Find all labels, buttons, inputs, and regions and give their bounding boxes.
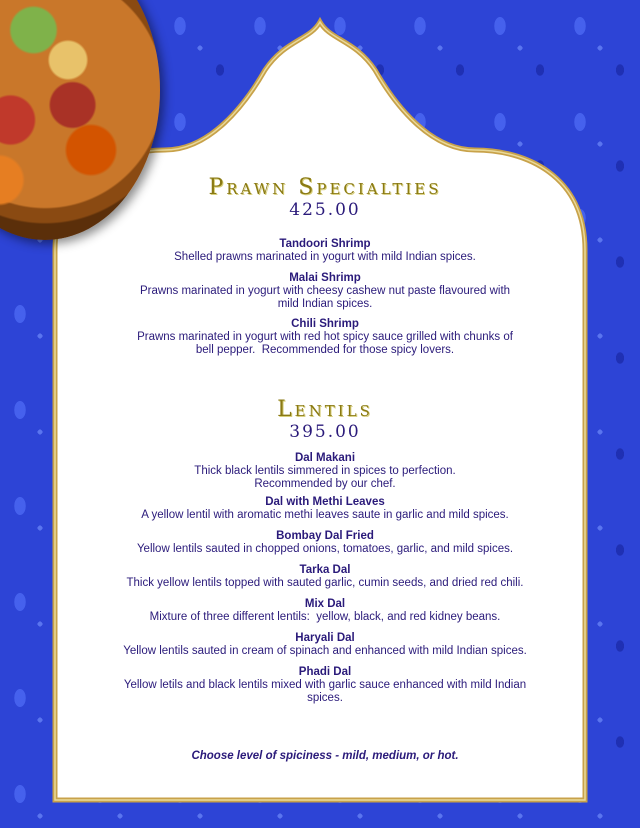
menu-item (90, 598, 560, 624)
menu-item (90, 318, 560, 356)
item-description: Prawns marinated in yogurt with cheesy cashew nut paste flavoured with mild Indian spices. (139, 285, 511, 310)
menu-item (90, 632, 560, 658)
spiciness-note: Choose level of spiciness - mild, medium, or hot. (191, 750, 459, 762)
section-price: 395.00 (289, 422, 361, 442)
menu-item (90, 272, 560, 310)
menu-item (90, 496, 560, 522)
menu-item (90, 666, 560, 704)
item-name: Tandoori Shrimp (279, 238, 371, 250)
menu-item (90, 564, 560, 590)
menu-item (90, 530, 560, 556)
section-title: Lentils (277, 397, 373, 422)
item-description: Mixture of three different lentils: yellow, black, and red kidney beans. (149, 611, 501, 623)
menu-item (90, 238, 560, 264)
item-name: Dal with Methi Leaves (265, 496, 385, 508)
section-prawn-specialties (90, 176, 560, 220)
item-name: Dal Makani (294, 452, 356, 464)
section-price: 425.00 (289, 200, 361, 220)
item-description: Shelled prawns marinated in yogurt with mild Indian spices. (174, 251, 476, 263)
item-description: Yellow letils and black lentils mixed with garlic sauce enhanced with mild Indian spices. (123, 679, 527, 704)
menu-item (90, 452, 560, 490)
item-description: Thick black lentils simmered in spices to perfection. Recommended by our chef. (194, 465, 456, 490)
item-name: Malai Shrimp (289, 272, 361, 284)
item-description: Yellow lentils sauted in chopped onions, tomatoes, garlic, and mild spices. (136, 543, 514, 555)
item-description: Thick yellow lentils topped with sauted garlic, cumin seeds, and dried red chili. (126, 577, 524, 589)
item-name: Mix Dal (304, 598, 346, 610)
item-name: Bombay Dal Fried (276, 530, 374, 542)
item-name: Phadi Dal (298, 666, 352, 678)
item-name: Tarka Dal (299, 564, 351, 576)
section-lentils (90, 398, 560, 442)
section-title: Prawn Specialties (208, 175, 442, 200)
item-name: Chili Shrimp (291, 318, 359, 330)
item-description: A yellow lentil with aromatic methi leaves saute in garlic and mild spices. (141, 509, 509, 521)
item-description: Yellow lentils sauted in cream of spinach and enhanced with mild Indian spices. (123, 645, 527, 657)
item-description: Prawns marinated in yogurt with red hot spicy sauce grilled with chunks of bell pepper. Recommended for those spicy lovers. (137, 331, 513, 356)
item-name: Haryali Dal (295, 632, 355, 644)
